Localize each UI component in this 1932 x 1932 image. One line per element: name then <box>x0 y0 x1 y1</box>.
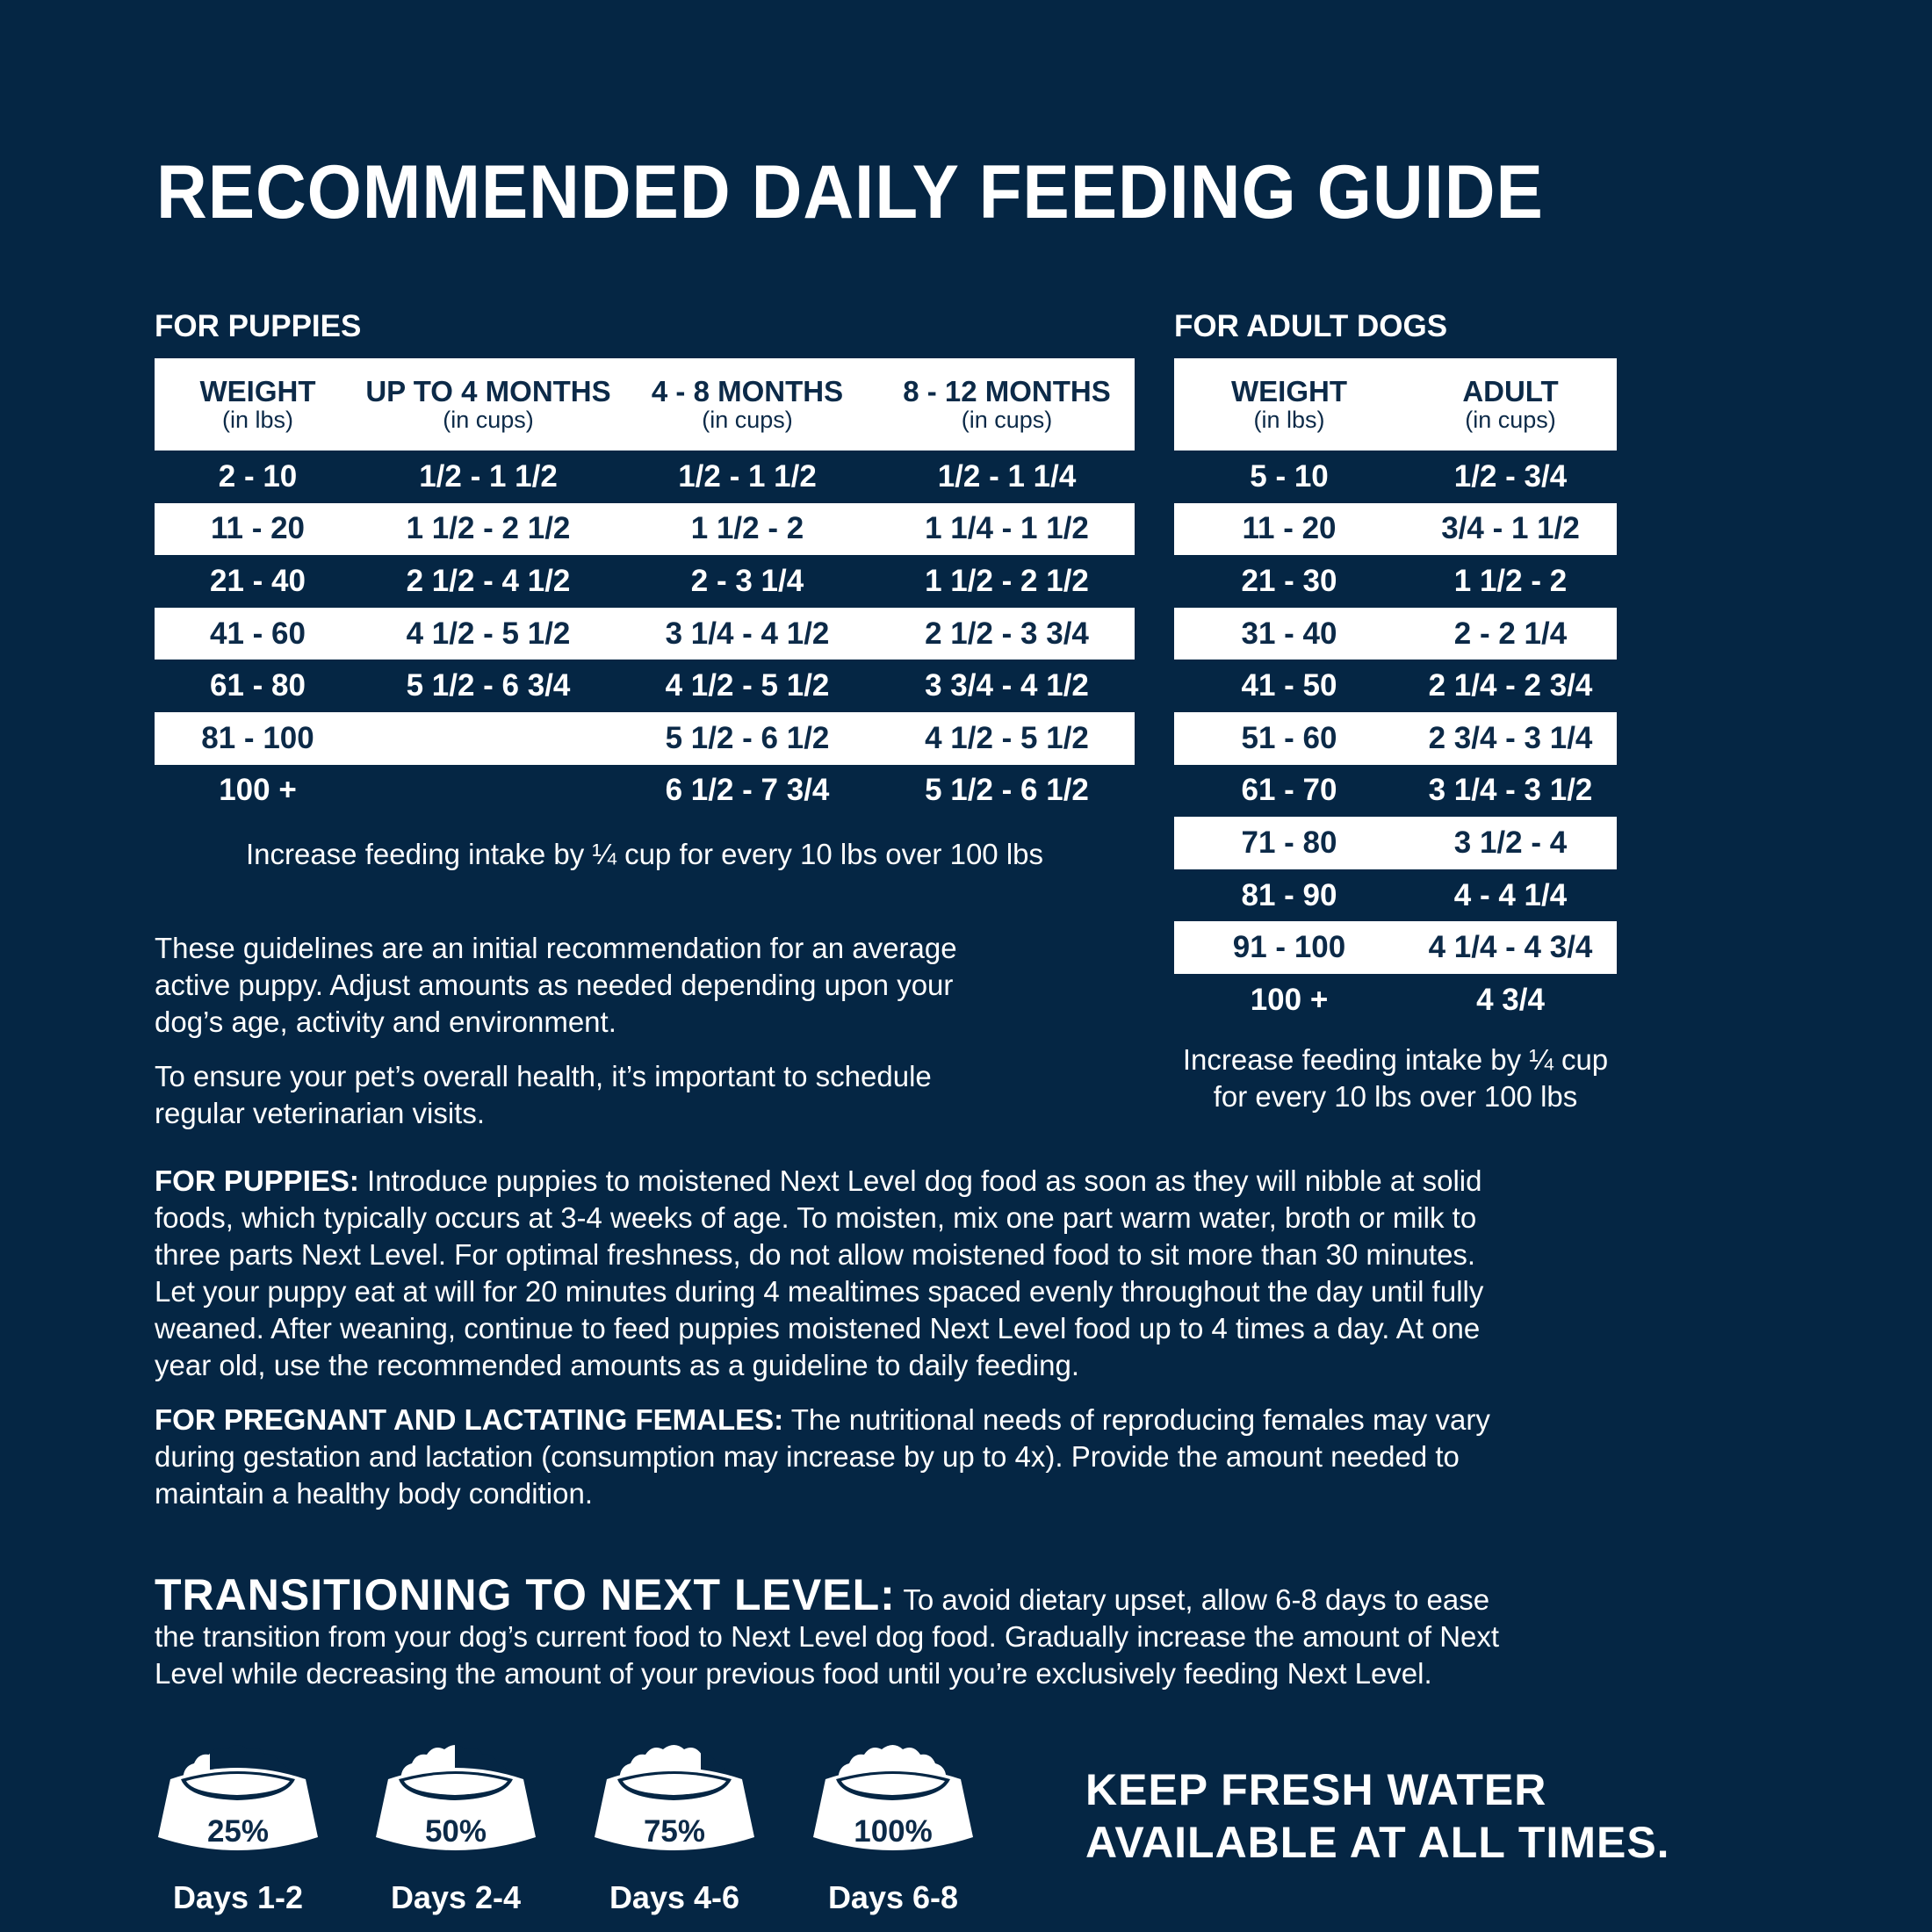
cell-up-to-4-months: 4 1/2 - 5 1/2 <box>361 608 616 660</box>
cell-adult: 4 1/4 - 4 3/4 <box>1404 921 1617 974</box>
fresh-water-reminder <box>1085 1763 1670 1869</box>
bowl-days-label: Days 4-6 <box>609 1879 740 1915</box>
column-header-8-12-months: 8 - 12 MONTHS (in cups) <box>879 358 1135 451</box>
vet-visit-paragraph: To ensure your pet’s overall health, it’s important to schedule regular veterinarian visits. <box>155 1060 932 1129</box>
column-header-weight: WEIGHT (in lbs) <box>1174 358 1404 451</box>
cell-8-12-months: 3 3/4 - 4 1/2 <box>925 668 1089 703</box>
table-row <box>1174 503 1617 556</box>
cell-8-12-months: 1 1/4 - 1 1/2 <box>879 503 1135 556</box>
cell-8-12-months: 4 1/2 - 5 1/2 <box>879 712 1135 765</box>
column-header-4-8-months: 4 - 8 MONTHS (in cups) <box>616 358 879 451</box>
cell-weight: 11 - 20 <box>1174 503 1404 556</box>
table-header-row <box>1174 358 1617 451</box>
cell-up-to-4-months <box>361 765 616 818</box>
table-row <box>155 660 1135 712</box>
cell-8-12-months: 5 1/2 - 6 1/2 <box>925 773 1089 808</box>
table-row <box>155 503 1135 556</box>
cell-weight: 41 - 60 <box>155 608 361 660</box>
transition-bowl-25 <box>155 1741 321 1915</box>
table-row <box>1174 660 1617 712</box>
table-row <box>155 608 1135 660</box>
cell-up-to-4-months <box>361 712 616 765</box>
water-line-1: KEEP FRESH WATER <box>1085 1765 1547 1814</box>
table-row <box>155 765 1135 818</box>
cell-adult: 4 3/4 <box>1476 982 1545 1017</box>
cell-4-8-months: 1 1/2 - 2 <box>616 503 879 556</box>
cell-weight: 100 + <box>1250 982 1329 1017</box>
cell-4-8-months: 3 1/4 - 4 1/2 <box>616 608 879 660</box>
transition-heading: TRANSITIONING TO NEXT LEVEL: <box>155 1570 896 1619</box>
cell-8-12-months: 2 1/2 - 3 3/4 <box>879 608 1135 660</box>
column-header-up-to-4-months: UP TO 4 MONTHS (in cups) <box>361 358 616 451</box>
cell-weight: 2 - 10 <box>218 458 298 494</box>
table-row <box>1174 712 1617 765</box>
bowl-percent: 50% <box>424 1814 487 1849</box>
table-row <box>155 555 1135 608</box>
cell-weight: 41 - 50 <box>1241 668 1337 703</box>
guidelines-paragraph: These guidelines are an initial recommendation for an average active puppy. Adjust amounts as needed depending upon your dog’s age, activity and environment. <box>155 932 957 1038</box>
cell-weight: 21 - 40 <box>210 563 306 598</box>
cell-up-to-4-months: 1 1/2 - 2 1/2 <box>361 503 616 556</box>
pregnant-instructions <box>155 1402 1507 1512</box>
cell-weight: 100 + <box>219 773 297 808</box>
table-row <box>1174 451 1617 503</box>
cell-weight: 51 - 60 <box>1174 712 1404 765</box>
water-line-2: AVAILABLE AT ALL TIMES. <box>1085 1818 1670 1867</box>
table-row <box>1174 555 1617 608</box>
bowl-days-label: Days 2-4 <box>390 1879 522 1915</box>
bowl-percent: 25% <box>206 1814 270 1849</box>
bowl-days-label: Days 6-8 <box>827 1879 959 1915</box>
cell-8-12-months: 1/2 - 1 1/4 <box>937 458 1077 494</box>
cell-up-to-4-months: 1/2 - 1 1/2 <box>419 458 558 494</box>
cell-adult: 1 1/2 - 2 <box>1453 563 1568 598</box>
transition-section <box>155 1570 1507 1692</box>
puppy-instructions-body: Introduce puppies to moistened Next Level dog food as soon as they will nibble at solid foods, which typically occurs at 3-4 weeks of age. To moisten, mix one part warm water, broth or milk to three parts Next Level. For optimal freshness, do not allow moistened food to sit more than 30 minutes. Let your puppy eat at will for 20 minutes during 4 mealtimes spaced evenly throughout the day until fully weaned. After weaning, continue to feed puppies moistened Next Level food up to 4 times a day. At one year old, use the recommended amounts as a guideline to daily feeding. <box>155 1164 1484 1381</box>
table-row <box>1174 869 1617 922</box>
cell-adult: 1/2 - 3/4 <box>1453 458 1568 494</box>
cell-adult: 3/4 - 1 1/2 <box>1404 503 1617 556</box>
cell-weight: 5 - 10 <box>1250 458 1329 494</box>
cell-weight: 61 - 70 <box>1241 773 1337 808</box>
cell-adult: 2 1/4 - 2 3/4 <box>1428 668 1593 703</box>
cell-8-12-months: 1 1/2 - 2 1/2 <box>925 563 1089 598</box>
transition-body: To avoid dietary upset, allow 6-8 days to ease the transition from your dog’s current food to Next Level dog food. Gradually increase the amount of Next Level while decreasing the amount of your previous food until you’re exclusively feeding Next Level. <box>155 1583 1500 1690</box>
puppy-feeding-table <box>155 358 1135 817</box>
cell-adult: 4 - 4 1/4 <box>1453 877 1568 912</box>
cell-4-8-months: 1/2 - 1 1/2 <box>678 458 817 494</box>
cell-up-to-4-months: 5 1/2 - 6 3/4 <box>406 668 571 703</box>
cell-weight: 31 - 40 <box>1174 608 1404 660</box>
cell-weight: 21 - 30 <box>1241 563 1337 598</box>
table-header-row <box>155 358 1135 451</box>
cell-weight: 11 - 20 <box>155 503 361 556</box>
table-row <box>1174 765 1617 818</box>
cell-4-8-months: 5 1/2 - 6 1/2 <box>616 712 879 765</box>
bowl-days-label: Days 1-2 <box>172 1879 304 1915</box>
puppy-instructions-heading: FOR PUPPIES: <box>155 1164 359 1197</box>
transition-bowl-100 <box>810 1741 977 1915</box>
cell-4-8-months: 6 1/2 - 7 3/4 <box>665 773 830 808</box>
cell-weight: 81 - 90 <box>1241 877 1337 912</box>
cell-weight: 61 - 80 <box>210 668 306 703</box>
cell-weight: 91 - 100 <box>1174 921 1404 974</box>
pregnant-instructions-body: The nutritional needs of reproducing females may vary during gestation and lactation (consumption may increase by up to 4x). Provide the amount needed to maintain a healthy body condition. <box>155 1403 1490 1510</box>
bowl-percent: 100% <box>854 1814 933 1849</box>
puppy-feeding-note: Increase feeding intake by ¼ cup for every 10 lbs over 100 lbs <box>245 838 1044 870</box>
adult-note-line-2: for every 10 lbs over 100 lbs <box>1213 1080 1578 1113</box>
cell-weight: 81 - 100 <box>155 712 361 765</box>
cell-adult: 3 1/2 - 4 <box>1404 817 1617 869</box>
adult-feeding-table <box>1174 358 1617 1027</box>
cell-up-to-4-months: 2 1/2 - 4 1/2 <box>406 563 571 598</box>
table-row <box>1174 608 1617 660</box>
adult-feeding-note <box>1174 1042 1617 1115</box>
table-row <box>1174 921 1617 974</box>
adult-note-line-1: Increase feeding intake by ¼ cup <box>1182 1043 1609 1076</box>
bowl-percent: 75% <box>643 1814 706 1849</box>
pregnant-instructions-heading: FOR PREGNANT AND LACTATING FEMALES: <box>155 1403 784 1436</box>
cell-4-8-months: 2 - 3 1/4 <box>690 563 804 598</box>
puppy-instructions <box>155 1163 1507 1384</box>
table-row <box>1174 817 1617 869</box>
cell-adult: 2 - 2 1/4 <box>1404 608 1617 660</box>
cell-weight: 71 - 80 <box>1174 817 1404 869</box>
table-row <box>155 451 1135 503</box>
transition-bowl-50 <box>372 1741 539 1915</box>
cell-4-8-months: 4 1/2 - 5 1/2 <box>665 668 830 703</box>
transition-bowl-75 <box>591 1741 758 1915</box>
adults-section-label: FOR ADULT DOGS <box>1174 309 1448 343</box>
column-header-adult: ADULT (in cups) <box>1404 358 1617 451</box>
cell-adult: 3 1/4 - 3 1/2 <box>1428 773 1593 808</box>
puppies-section-label: FOR PUPPIES <box>155 309 362 343</box>
page-title: RECOMMENDED DAILY FEEDING GUIDE <box>156 150 1544 234</box>
column-header-weight: WEIGHT (in lbs) <box>155 358 361 451</box>
table-row <box>155 712 1135 765</box>
cell-adult: 2 3/4 - 3 1/4 <box>1404 712 1617 765</box>
table-row <box>1174 974 1617 1027</box>
